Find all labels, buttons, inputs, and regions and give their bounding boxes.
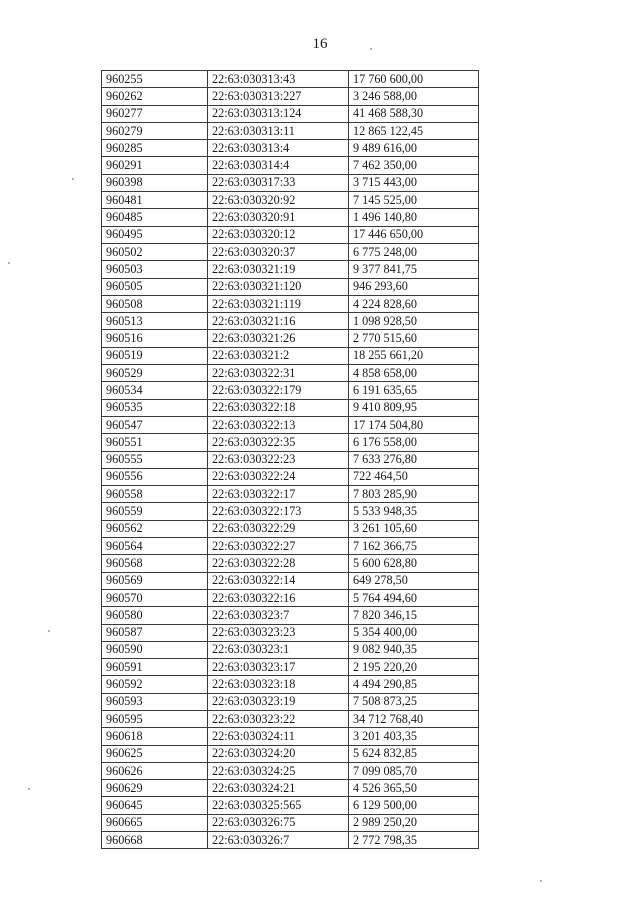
value-cell: 17 760 600,00: [349, 71, 479, 88]
record-number-cell: 960534: [102, 382, 208, 399]
record-number-cell: 960590: [102, 641, 208, 658]
table-row: [102, 659, 479, 676]
record-number-cell: 960580: [102, 607, 208, 624]
cadastral-number-cell: 22:63:030323:18: [208, 676, 349, 693]
value-cell: 6 775 248,00: [349, 243, 479, 260]
table-row: [102, 641, 479, 658]
cadastral-number-cell: 22:63:030322:28: [208, 555, 349, 572]
table-row: [102, 174, 479, 191]
value-cell: 1 098 928,50: [349, 313, 479, 330]
table-row: [102, 572, 479, 589]
table-row: [102, 347, 479, 364]
value-cell: 722 464,50: [349, 468, 479, 485]
value-cell: 17 446 650,00: [349, 226, 479, 243]
table-row: [102, 728, 479, 745]
table-row: [102, 555, 479, 572]
cadastral-number-cell: 22:63:030313:227: [208, 88, 349, 105]
value-cell: 7 099 085,70: [349, 762, 479, 779]
record-number-cell: 960665: [102, 814, 208, 831]
scan-speck: [8, 262, 10, 264]
cadastral-number-cell: 22:63:030313:4: [208, 140, 349, 157]
cadastral-number-cell: 22:63:030321:26: [208, 330, 349, 347]
table-row: [102, 762, 479, 779]
table-row: [102, 88, 479, 105]
value-cell: 41 468 588,30: [349, 105, 479, 122]
record-number-cell: 960570: [102, 589, 208, 606]
value-cell: 34 712 768,40: [349, 710, 479, 727]
record-number-cell: 960485: [102, 209, 208, 226]
value-cell: 4 494 290,85: [349, 676, 479, 693]
cadastral-number-cell: 22:63:030313:124: [208, 105, 349, 122]
value-cell: 12 865 122,45: [349, 122, 479, 139]
value-cell: 649 278,50: [349, 572, 479, 589]
record-number-cell: 960559: [102, 503, 208, 520]
table-row: [102, 313, 479, 330]
table-row: [102, 261, 479, 278]
record-number-cell: 960277: [102, 105, 208, 122]
value-cell: 18 255 661,20: [349, 347, 479, 364]
table-row: [102, 832, 479, 849]
cadastral-number-cell: 22:63:030322:29: [208, 520, 349, 537]
table-row: [102, 780, 479, 797]
record-number-cell: 960564: [102, 538, 208, 555]
cadastral-number-cell: 22:63:030314:4: [208, 157, 349, 174]
record-number-cell: 960495: [102, 226, 208, 243]
cadastral-number-cell: 22:63:030321:120: [208, 278, 349, 295]
cadastral-number-cell: 22:63:030313:43: [208, 71, 349, 88]
cadastral-number-cell: 22:63:030323:1: [208, 641, 349, 658]
cadastral-number-cell: 22:63:030313:11: [208, 122, 349, 139]
table-row: [102, 416, 479, 433]
cadastral-number-cell: 22:63:030323:23: [208, 624, 349, 641]
table-row: [102, 382, 479, 399]
record-number-cell: 960529: [102, 365, 208, 382]
record-number-cell: 960503: [102, 261, 208, 278]
cadastral-number-cell: 22:63:030320:91: [208, 209, 349, 226]
cadastral-number-cell: 22:63:030324:11: [208, 728, 349, 745]
value-cell: 9 489 616,00: [349, 140, 479, 157]
record-number-cell: 960558: [102, 486, 208, 503]
record-number-cell: 960547: [102, 416, 208, 433]
cadastral-number-cell: 22:63:030326:7: [208, 832, 349, 849]
cadastral-number-cell: 22:63:030323:17: [208, 659, 349, 676]
cadastral-number-cell: 22:63:030321:2: [208, 347, 349, 364]
cadastral-number-cell: 22:63:030324:21: [208, 780, 349, 797]
record-number-cell: 960262: [102, 88, 208, 105]
record-number-cell: 960481: [102, 192, 208, 209]
cadastral-number-cell: 22:63:030322:35: [208, 434, 349, 451]
record-number-cell: 960562: [102, 520, 208, 537]
value-cell: 5 600 628,80: [349, 555, 479, 572]
record-number-cell: 960285: [102, 140, 208, 157]
record-number-cell: 960625: [102, 745, 208, 762]
table-row: [102, 365, 479, 382]
record-number-cell: 960645: [102, 797, 208, 814]
table-row: [102, 503, 479, 520]
value-cell: 3 246 588,00: [349, 88, 479, 105]
value-cell: 7 508 873,25: [349, 693, 479, 710]
cadastral-number-cell: 22:63:030322:24: [208, 468, 349, 485]
value-cell: 6 176 558,00: [349, 434, 479, 451]
record-number-cell: 960569: [102, 572, 208, 589]
cadastral-number-cell: 22:63:030322:31: [208, 365, 349, 382]
record-number-cell: 960595: [102, 710, 208, 727]
record-number-cell: 960551: [102, 434, 208, 451]
value-cell: 7 633 276,80: [349, 451, 479, 468]
cadastral-number-cell: 22:63:030323:22: [208, 710, 349, 727]
record-number-cell: 960555: [102, 451, 208, 468]
cadastral-number-cell: 22:63:030322:17: [208, 486, 349, 503]
value-cell: 1 496 140,80: [349, 209, 479, 226]
value-cell: 5 533 948,35: [349, 503, 479, 520]
scan-speck: [72, 178, 74, 180]
value-cell: 7 462 350,00: [349, 157, 479, 174]
record-number-cell: 960398: [102, 174, 208, 191]
cadastral-number-cell: 22:63:030323:19: [208, 693, 349, 710]
record-number-cell: 960668: [102, 832, 208, 849]
cadastral-number-cell: 22:63:030322:173: [208, 503, 349, 520]
record-number-cell: 960508: [102, 295, 208, 312]
value-cell: 3 261 105,60: [349, 520, 479, 537]
value-cell: 2 989 250,20: [349, 814, 479, 831]
value-cell: 9 082 940,35: [349, 641, 479, 658]
value-cell: 7 820 346,15: [349, 607, 479, 624]
value-cell: 4 858 658,00: [349, 365, 479, 382]
page-number: 16: [312, 36, 328, 52]
cadastral-number-cell: 22:63:030324:20: [208, 745, 349, 762]
value-cell: 5 624 832,85: [349, 745, 479, 762]
record-number-cell: 960626: [102, 762, 208, 779]
cadastral-number-cell: 22:63:030322:16: [208, 589, 349, 606]
scan-speck: [540, 880, 542, 882]
cadastral-number-cell: 22:63:030322:13: [208, 416, 349, 433]
cadastral-number-cell: 22:63:030320:37: [208, 243, 349, 260]
table-row: [102, 589, 479, 606]
record-number-cell: 960255: [102, 71, 208, 88]
value-cell: 9 410 809,95: [349, 399, 479, 416]
table-row: [102, 693, 479, 710]
table-row: [102, 399, 479, 416]
scan-speck: [48, 630, 50, 632]
cadastral-number-cell: 22:63:030322:14: [208, 572, 349, 589]
cadastral-number-cell: 22:63:030326:75: [208, 814, 349, 831]
table-row: [102, 105, 479, 122]
record-number-cell: 960556: [102, 468, 208, 485]
table-row: [102, 468, 479, 485]
table-row: [102, 226, 479, 243]
value-cell: 4 224 828,60: [349, 295, 479, 312]
cadastral-number-cell: 22:63:030317:33: [208, 174, 349, 191]
table-row: [102, 607, 479, 624]
record-number-cell: 960618: [102, 728, 208, 745]
value-cell: 5 764 494,60: [349, 589, 479, 606]
cadastral-number-cell: 22:63:030322:23: [208, 451, 349, 468]
cadastral-number-cell: 22:63:030322:179: [208, 382, 349, 399]
registry-table: [101, 70, 479, 849]
record-number-cell: 960291: [102, 157, 208, 174]
value-cell: 2 195 220,20: [349, 659, 479, 676]
record-number-cell: 960592: [102, 676, 208, 693]
record-number-cell: 960593: [102, 693, 208, 710]
table-row: [102, 538, 479, 555]
table-row: [102, 278, 479, 295]
table-row: [102, 295, 479, 312]
record-number-cell: 960279: [102, 122, 208, 139]
record-number-cell: 960502: [102, 243, 208, 260]
table-row: [102, 243, 479, 260]
record-number-cell: 960535: [102, 399, 208, 416]
record-number-cell: 960629: [102, 780, 208, 797]
value-cell: 3 715 443,00: [349, 174, 479, 191]
scan-speck: [370, 48, 372, 50]
registry-table-body: [102, 71, 479, 849]
cadastral-number-cell: 22:63:030323:7: [208, 607, 349, 624]
record-number-cell: 960587: [102, 624, 208, 641]
value-cell: 7 162 366,75: [349, 538, 479, 555]
table-row: [102, 676, 479, 693]
value-cell: 2 772 798,35: [349, 832, 479, 849]
value-cell: 6 129 500,00: [349, 797, 479, 814]
table-row: [102, 797, 479, 814]
value-cell: 5 354 400,00: [349, 624, 479, 641]
table-row: [102, 157, 479, 174]
cadastral-number-cell: 22:63:030322:18: [208, 399, 349, 416]
table-row: [102, 71, 479, 88]
table-row: [102, 710, 479, 727]
value-cell: 4 526 365,50: [349, 780, 479, 797]
table-row: [102, 192, 479, 209]
value-cell: 946 293,60: [349, 278, 479, 295]
value-cell: 7 145 525,00: [349, 192, 479, 209]
value-cell: 6 191 635,65: [349, 382, 479, 399]
cadastral-number-cell: 22:63:030321:16: [208, 313, 349, 330]
cadastral-number-cell: 22:63:030324:25: [208, 762, 349, 779]
table-row: [102, 745, 479, 762]
record-number-cell: 960516: [102, 330, 208, 347]
record-number-cell: 960591: [102, 659, 208, 676]
cadastral-number-cell: 22:63:030321:119: [208, 295, 349, 312]
table-row: [102, 624, 479, 641]
cadastral-number-cell: 22:63:030325:565: [208, 797, 349, 814]
cadastral-number-cell: 22:63:030320:12: [208, 226, 349, 243]
table-row: [102, 434, 479, 451]
value-cell: 7 803 285,90: [349, 486, 479, 503]
table-row: [102, 451, 479, 468]
table-row: [102, 486, 479, 503]
table-row: [102, 140, 479, 157]
cadastral-number-cell: 22:63:030320:92: [208, 192, 349, 209]
value-cell: 3 201 403,35: [349, 728, 479, 745]
scan-speck: [28, 788, 30, 790]
table-row: [102, 814, 479, 831]
record-number-cell: 960519: [102, 347, 208, 364]
table-row: [102, 209, 479, 226]
cadastral-number-cell: 22:63:030321:19: [208, 261, 349, 278]
value-cell: 17 174 504,80: [349, 416, 479, 433]
record-number-cell: 960505: [102, 278, 208, 295]
table-row: [102, 520, 479, 537]
cadastral-number-cell: 22:63:030322:27: [208, 538, 349, 555]
value-cell: 9 377 841,75: [349, 261, 479, 278]
record-number-cell: 960568: [102, 555, 208, 572]
record-number-cell: 960513: [102, 313, 208, 330]
table-row: [102, 122, 479, 139]
table-row: [102, 330, 479, 347]
value-cell: 2 770 515,60: [349, 330, 479, 347]
